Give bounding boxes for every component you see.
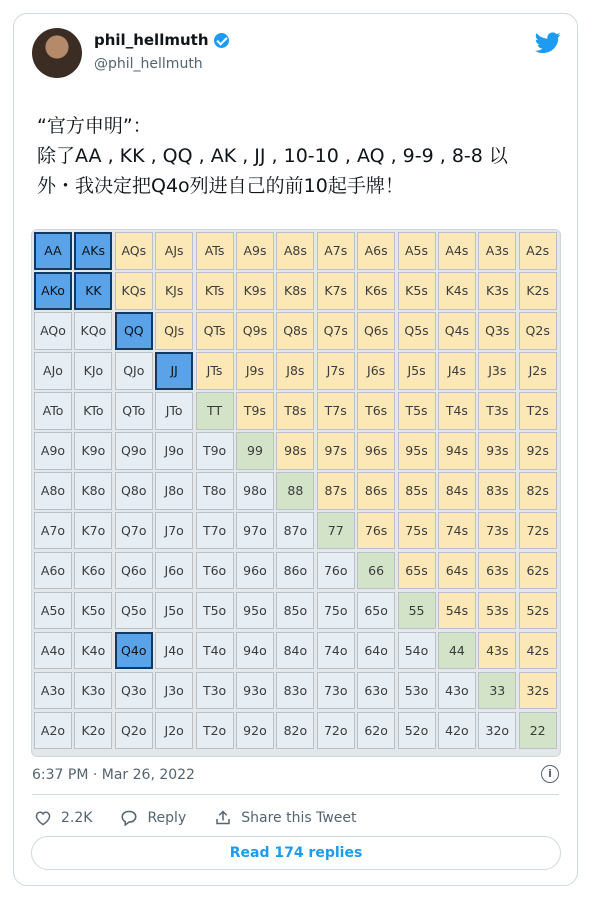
hand-cell: T5s	[398, 392, 436, 430]
divider	[32, 794, 559, 795]
hand-cell: J5s	[398, 352, 436, 390]
hand-cell: T9s	[236, 392, 274, 430]
hand-cell: T2s	[519, 392, 557, 430]
hand-cell: K7s	[317, 272, 355, 310]
hand-cell: 84o	[276, 632, 314, 670]
info-icon[interactable]: i	[541, 765, 559, 783]
share-button[interactable]	[214, 809, 356, 826]
hand-cell: J8o	[155, 472, 193, 510]
hand-cell: A4s	[438, 232, 476, 270]
hand-cell: JTo	[155, 392, 193, 430]
hand-cell: 53o	[398, 672, 436, 710]
tweet-text-line: “官方申明”：	[37, 115, 152, 137]
hand-cell: 87o	[276, 512, 314, 550]
hand-cell: J8s	[276, 352, 314, 390]
hand-cell: K4s	[438, 272, 476, 310]
hand-cell: 32o	[478, 712, 516, 750]
hand-cell: 54o	[398, 632, 436, 670]
hand-cell: 97s	[317, 432, 355, 470]
hand-cell: T2o	[196, 712, 234, 750]
hand-cell: A8s	[276, 232, 314, 270]
hand-cell: 95o	[236, 592, 274, 630]
hand-cell: KQs	[115, 272, 153, 310]
hand-cell: 52s	[519, 592, 557, 630]
tweet-text-line: 外・我决定把Q4o列进自己的前10起手牌！	[37, 175, 404, 197]
hand-cell: J3s	[478, 352, 516, 390]
hand-cell: Q4s	[438, 312, 476, 350]
hand-cell: J6s	[357, 352, 395, 390]
hand-cell: T4s	[438, 392, 476, 430]
hand-cell: 73s	[478, 512, 516, 550]
hand-cell: 62o	[357, 712, 395, 750]
verified-badge-icon	[214, 33, 229, 48]
hand-cell: 93s	[478, 432, 516, 470]
hand-cell: A7s	[317, 232, 355, 270]
hand-cell: AJs	[155, 232, 193, 270]
reply-icon	[120, 809, 138, 826]
hand-cell: AKo	[34, 272, 72, 310]
hand-cell: K8o	[74, 472, 112, 510]
hand-cell: A7o	[34, 512, 72, 550]
hand-cell: Q2s	[519, 312, 557, 350]
hand-cell: T6o	[196, 552, 234, 590]
hand-cell: Q7o	[115, 512, 153, 550]
hand-cell: 85s	[398, 472, 436, 510]
action-bar	[34, 809, 356, 826]
hand-cell: 99	[236, 432, 274, 470]
hand-cell: 62s	[519, 552, 557, 590]
hand-cell: A4o	[34, 632, 72, 670]
hand-cell: 72o	[317, 712, 355, 750]
hand-cell: K4o	[74, 632, 112, 670]
hand-cell: K2o	[74, 712, 112, 750]
hand-cell: QJs	[155, 312, 193, 350]
hand-cell: KJs	[155, 272, 193, 310]
hand-cell: Q9o	[115, 432, 153, 470]
hand-cell: 94s	[438, 432, 476, 470]
hand-cell: K6o	[74, 552, 112, 590]
hand-cell: K2s	[519, 272, 557, 310]
hand-cell: Q3o	[115, 672, 153, 710]
hand-cell: A3o	[34, 672, 72, 710]
reply-label: Reply	[147, 809, 187, 826]
heart-icon	[34, 810, 52, 826]
hand-cell: 42s	[519, 632, 557, 670]
hand-cell: A5s	[398, 232, 436, 270]
read-replies-button[interactable]: Read 174 replies	[31, 836, 561, 870]
hand-cell: T8o	[196, 472, 234, 510]
hand-cell: 64o	[357, 632, 395, 670]
hand-cell: 65s	[398, 552, 436, 590]
hand-cell: 86s	[357, 472, 395, 510]
avatar[interactable]	[32, 28, 82, 78]
hand-cell: 33	[478, 672, 516, 710]
hand-cell: 93o	[236, 672, 274, 710]
hand-cell: QJo	[115, 352, 153, 390]
hand-cell: T7s	[317, 392, 355, 430]
hand-cell: 85o	[276, 592, 314, 630]
hand-cell: 74s	[438, 512, 476, 550]
hand-cell: 76s	[357, 512, 395, 550]
hand-cell: 76o	[317, 552, 355, 590]
hand-cell: 44	[438, 632, 476, 670]
hand-cell: 73o	[317, 672, 355, 710]
poker-hand-grid-image[interactable]	[31, 229, 561, 757]
hand-cell: J2s	[519, 352, 557, 390]
hand-cell: QTo	[115, 392, 153, 430]
hand-cell: QTs	[196, 312, 234, 350]
hand-cell: 95s	[398, 432, 436, 470]
hand-cell: J3o	[155, 672, 193, 710]
hand-cell: J4o	[155, 632, 193, 670]
hand-cell: T4o	[196, 632, 234, 670]
hand-cell: 63s	[478, 552, 516, 590]
hand-cell: AQs	[115, 232, 153, 270]
hand-cell: 22	[519, 712, 557, 750]
share-icon	[214, 809, 232, 826]
hand-cell: 88	[276, 472, 314, 510]
hand-cell: K5o	[74, 592, 112, 630]
hand-cell: K5s	[398, 272, 436, 310]
hand-cell: Q4o	[115, 632, 153, 670]
hand-cell: AQo	[34, 312, 72, 350]
hand-cell: J7s	[317, 352, 355, 390]
hand-cell: A5o	[34, 592, 72, 630]
hand-cell: 53s	[478, 592, 516, 630]
hand-cell: 52o	[398, 712, 436, 750]
hand-cell: 94o	[236, 632, 274, 670]
hand-cell: A3s	[478, 232, 516, 270]
hand-cell: 82s	[519, 472, 557, 510]
hand-cell: 72s	[519, 512, 557, 550]
hand-cell: 83o	[276, 672, 314, 710]
hand-cell: Q2o	[115, 712, 153, 750]
hand-cell: 74o	[317, 632, 355, 670]
hand-cell: 65o	[357, 592, 395, 630]
hand-cell: K9s	[236, 272, 274, 310]
hand-cell: Q8o	[115, 472, 153, 510]
hand-cell: 75s	[398, 512, 436, 550]
hand-cell: 77	[317, 512, 355, 550]
hand-cell: 96o	[236, 552, 274, 590]
hand-cell: A9o	[34, 432, 72, 470]
hand-cell: 75o	[317, 592, 355, 630]
hand-cell: 86o	[276, 552, 314, 590]
hand-cell: 55	[398, 592, 436, 630]
hand-cell: 83s	[478, 472, 516, 510]
hand-cell: 84s	[438, 472, 476, 510]
hand-cell: 96s	[357, 432, 395, 470]
timestamp[interactable]: 6:37 PM · Mar 26, 2022	[32, 767, 195, 783]
hand-cell: J2o	[155, 712, 193, 750]
hand-cell: JTs	[196, 352, 234, 390]
hand-cell: AJo	[34, 352, 72, 390]
hand-cell: Q9s	[236, 312, 274, 350]
hand-cell: T7o	[196, 512, 234, 550]
hand-cell: Q8s	[276, 312, 314, 350]
hand-cell: AA	[34, 232, 72, 270]
hand-cell: J9s	[236, 352, 274, 390]
hand-cell: K6s	[357, 272, 395, 310]
hand-cell: 97o	[236, 512, 274, 550]
hand-cell: T3s	[478, 392, 516, 430]
hand-cell: Q7s	[317, 312, 355, 350]
hand-cell: K3o	[74, 672, 112, 710]
hand-cell: 98s	[276, 432, 314, 470]
hand-cell: Q5s	[398, 312, 436, 350]
hand-cell: KK	[74, 272, 112, 310]
hand-cell: 32s	[519, 672, 557, 710]
hand-cell: J7o	[155, 512, 193, 550]
hand-cell: Q6s	[357, 312, 395, 350]
hand-cell: A8o	[34, 472, 72, 510]
hand-cell: K3s	[478, 272, 516, 310]
like-count: 2.2K	[61, 809, 93, 826]
hand-cell: 43s	[478, 632, 516, 670]
hand-cell: J4s	[438, 352, 476, 390]
author-name[interactable]: phil_hellmuth	[94, 31, 209, 49]
hand-cell: T5o	[196, 592, 234, 630]
hand-cell: KTs	[196, 272, 234, 310]
hand-cell: 66	[357, 552, 395, 590]
tweet-card	[13, 13, 578, 886]
author-name-row[interactable]	[94, 31, 229, 49]
hand-cell: 63o	[357, 672, 395, 710]
hand-cell: Q6o	[115, 552, 153, 590]
reply-button[interactable]	[120, 809, 186, 826]
hand-cell: TT	[196, 392, 234, 430]
hand-cell: J6o	[155, 552, 193, 590]
hand-cell: A2o	[34, 712, 72, 750]
hand-cell: ATo	[34, 392, 72, 430]
hand-cell: JJ	[155, 352, 193, 390]
hand-cell: 82o	[276, 712, 314, 750]
hand-cell: ATs	[196, 232, 234, 270]
hand-cell: K8s	[276, 272, 314, 310]
hand-cell: T6s	[357, 392, 395, 430]
hand-cell: A2s	[519, 232, 557, 270]
hand-cell: K9o	[74, 432, 112, 470]
hand-cell: T8s	[276, 392, 314, 430]
hand-cell: A9s	[236, 232, 274, 270]
hand-cell: KJo	[74, 352, 112, 390]
share-label: Share this Tweet	[241, 809, 357, 826]
hand-cell: 87s	[317, 472, 355, 510]
hand-cell: Q3s	[478, 312, 516, 350]
twitter-bird-icon[interactable]	[535, 32, 561, 54]
like-button[interactable]	[34, 810, 92, 826]
hand-cell: KTo	[74, 392, 112, 430]
hand-cell: A6s	[357, 232, 395, 270]
tweet-text-line: 除了AA , KK , QQ , AK , JJ , 10-10 , AQ , 9-9 , 8-8 以	[37, 145, 508, 167]
hand-cell: 54s	[438, 592, 476, 630]
hand-cell: 42o	[438, 712, 476, 750]
hand-cell: 92o	[236, 712, 274, 750]
hand-cell: 98o	[236, 472, 274, 510]
hand-cell: J5o	[155, 592, 193, 630]
hand-cell: T3o	[196, 672, 234, 710]
author-handle[interactable]: @phil_hellmuth	[94, 56, 203, 72]
hand-cell: K7o	[74, 512, 112, 550]
hand-cell: AKs	[74, 232, 112, 270]
hand-cell: J9o	[155, 432, 193, 470]
hand-grid	[34, 232, 558, 749]
hand-cell: A6o	[34, 552, 72, 590]
hand-cell: KQo	[74, 312, 112, 350]
tweet-text	[37, 111, 562, 201]
hand-cell: Q5o	[115, 592, 153, 630]
hand-cell: 92s	[519, 432, 557, 470]
hand-cell: 43o	[438, 672, 476, 710]
hand-cell: T9o	[196, 432, 234, 470]
hand-cell: 64s	[438, 552, 476, 590]
hand-cell: QQ	[115, 312, 153, 350]
